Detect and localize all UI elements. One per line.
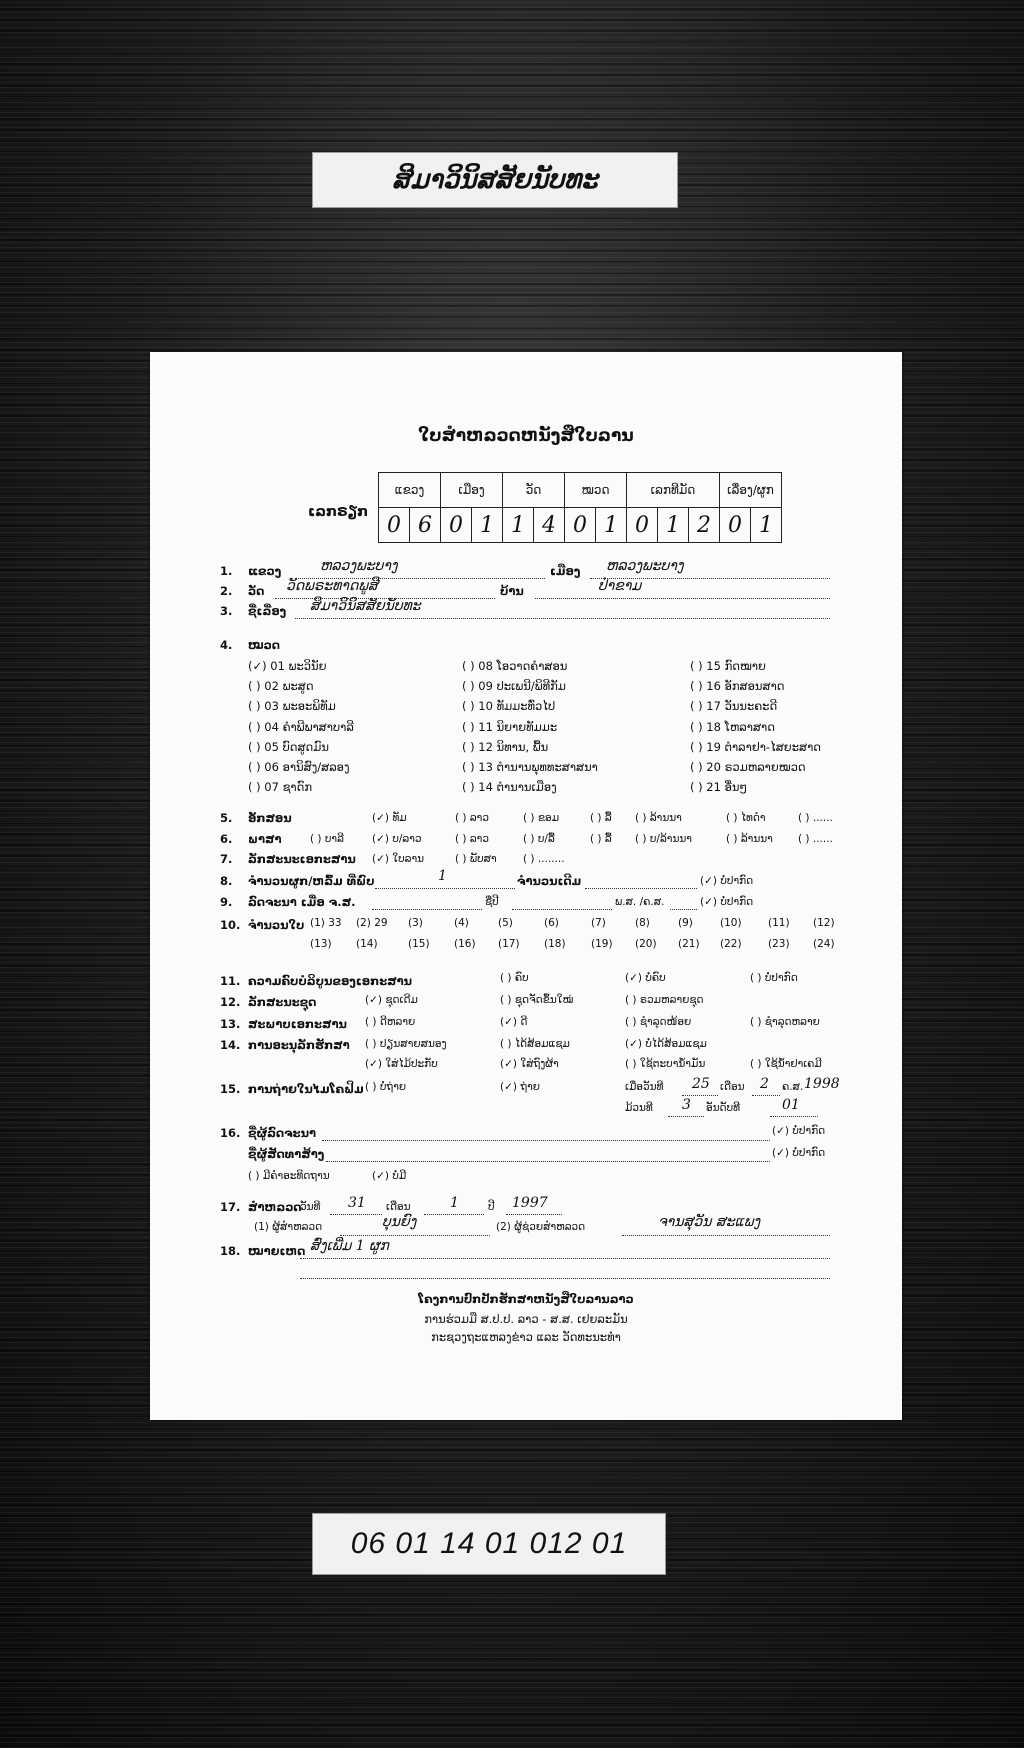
scribe-option[interactable]: (✓) ບໍ່ປາກົດ [772,1125,826,1137]
field-number: 13. [220,1017,241,1031]
header-temple: ວັດ [503,473,565,508]
category-option[interactable]: ( ) 07 ຊາດົກ [248,780,313,795]
original-count-option[interactable]: (✓) ບໍ່ປາກົດ [700,875,754,887]
category-option[interactable]: ( ) 21 ອື່ນໆ [690,780,748,795]
category-option[interactable]: ( ) 15 ກົດໝາຍ [690,659,766,673]
category-option[interactable]: ( ) 11 ນິຍາຍທັມມະ [462,719,558,734]
scribe-label: ຊື່ຜູ້ລົດຈະນາ [248,1126,316,1140]
script-option[interactable]: ( ) ຂອມ [523,812,560,824]
category-option[interactable]: ( ) 14 ຕຳນານເມືອງ [462,780,557,795]
leaf-count-cell: (11) [768,917,790,929]
leaf-count-cell: (22) [720,938,742,950]
leaf-count-cell: (7) [591,917,606,929]
district-label: ເມືອງ [550,564,581,578]
completeness-option[interactable]: (✓) ບໍ່ຄົບ [625,972,666,984]
leaf-count-cell: (13) [310,938,332,950]
field-number: 6. [220,832,233,846]
language-option[interactable]: ( ) ລື້ [590,833,612,845]
no-prayer-option[interactable]: (✓) ບໍ່ມີ [372,1170,407,1182]
leaf-count-cell: (16) [454,938,476,950]
category-option[interactable]: ( ) 19 ຕຳລາຢາ-ໄສຍະສາດ [690,739,821,754]
film-code: 06 01 14 01 012 01 [350,1527,628,1560]
header-bundle: ເລກທີມັດ [627,473,720,508]
film-title: ສິມາວິນິສສັຍນັບທະ [392,165,598,195]
field-number: 10. [220,918,241,932]
language-option[interactable]: ( ) ບ/ລ້ານນາ [635,833,692,845]
conservation-option[interactable]: (✓) ບໍ່ໄດ້ສ້ອມແຊມ [625,1038,707,1050]
conservation-option[interactable]: ( ) ໄດ້ສ້ອມແຊມ [500,1038,570,1050]
sponsor-label: ຊື່ຜູ້ສັດທາສ້າງ [248,1147,325,1161]
microfilm-order: 01 [782,1097,800,1113]
category-option[interactable]: ( ) 20 ຣວມຫລາຍໝວດ [690,760,806,775]
code-digit: 6 [410,508,441,543]
category-option[interactable]: ( ) 13 ຕຳນານພຸທທະສາສນາ [462,760,598,775]
era-label: ພ.ສ. /ຄ.ສ. [615,896,665,908]
field-number: 16. [220,1126,241,1140]
language-option[interactable]: ( ) ບ/ລື້ [523,833,555,845]
village-label: ບ້ານ [500,584,524,598]
fascicle-count-value: 1 [438,868,447,884]
assistant-label: (2) ຜູ້ຊ່ວຍສຳຫລວດ [496,1221,586,1233]
survey-day: 31 [348,1195,366,1211]
condition-option[interactable]: ( ) ຊຳລຸດຫລາຍ [750,1016,820,1028]
registration-code-table [378,472,782,543]
code-digit: 1 [658,508,689,543]
title-value: ສິມາວິນິສສັຍນັບທະ [310,598,421,614]
survey-month: 1 [450,1195,459,1211]
field-number: 9. [220,895,233,909]
leaf-count-cell: (23) [768,938,790,950]
leaf-count-label: ຈຳນວນໃບ [248,918,305,932]
leaf-count-cell: (14) [356,938,378,950]
field-number: 4. [220,638,233,652]
conservation-option[interactable]: ( ) ໃຊ້ຕະບານ້ຳມັນ [625,1058,706,1070]
set-type-option[interactable]: ( ) ຊຸດຈັດຂຶ້ນໃໝ່ [500,994,574,1006]
set-type-option[interactable]: ( ) ຣວມຫລາຍຊຸດ [625,994,704,1006]
document-type-label: ລັກສະນະເອກະສານ [248,852,356,866]
leaf-count-cell: (20) [635,938,657,950]
leaf-count-cell: (3) [408,917,423,929]
province-value: ຫລວງພະບາງ [320,558,398,574]
category-column-1 [248,656,354,797]
language-option[interactable]: (✓) ບ/ລາວ [372,833,422,845]
category-option[interactable]: ( ) 02 ພະສູດ [248,679,314,694]
category-column-3 [690,656,821,797]
category-option[interactable]: ( ) 03 ພະອະພິທັມ [248,699,336,714]
language-option[interactable]: ( ) ...... [798,833,833,845]
field-number: 12. [220,995,241,1009]
survey-day-label: ວັນທີ [300,1201,321,1213]
province-label: ແຂວງ [248,564,282,578]
document-type-option[interactable]: ( ) ........ [523,853,565,865]
completeness-option[interactable]: ( ) ຄົບ [500,972,529,984]
footer-cooperation: ການຮ່ວມມື ສ.ປ.ປ. ລາວ - ສ.ສ. ເຢຍລະມັນ [424,1312,628,1326]
set-type-option[interactable]: (✓) ຊຸດເດີມ [365,994,418,1006]
title-label: ຊື່ເລື່ອງ [248,604,287,618]
conservation-option[interactable]: ( ) ປຽນສາຍສນອງ [365,1038,447,1050]
leaf-count-cell: (18) [544,938,566,950]
code-digit: 0 [627,508,658,543]
conservation-option[interactable]: ( ) ໃຊ້ນ້ຳຢາເຄມີ [750,1058,822,1070]
microfilm-order-label: ອັນດັບທີ [706,1102,741,1114]
field-number: 2. [220,584,233,598]
year-name-label: ຊື່ປີ [485,896,499,908]
conservation-option[interactable]: (✓) ໃສ່ໄມ້ປະກັບ [365,1058,438,1070]
code-digit: 0 [379,508,410,543]
microfilm-roll-label: ມ້ວນທີ [625,1102,653,1114]
category-option[interactable]: ( ) 05 ບົດສູດມົນ [248,739,329,754]
category-option[interactable]: (✓) 01 ພະວິນັຍ [248,659,327,673]
header-district: ເມືອງ [441,473,503,508]
document-type-option[interactable]: (✓) ໃບລານ [372,853,425,865]
copy-date-option[interactable]: (✓) ບໍ່ປາກົດ [700,896,754,908]
sponsor-option[interactable]: (✓) ບໍ່ປາກົດ [772,1147,826,1159]
survey-form-sheet [150,352,902,1420]
document-type-option[interactable]: ( ) ພັບສາ [455,853,497,865]
script-option[interactable]: ( ) ໄທດຳ [726,812,766,824]
leaf-count-cell: (8) [635,917,650,929]
field-number: 17. [220,1200,241,1214]
microfilm-year-label: ຄ.ສ. [782,1081,804,1093]
leaf-count-cell: (17) [498,938,520,950]
category-option[interactable]: ( ) 08 ໂອວາດຄຳສອນ [462,659,568,673]
copy-date-label: ລົດຈະນາ ເມື່ອ ຈ.ສ. [248,895,356,909]
field-number: 15. [220,1082,241,1096]
district-value: ຫລວງພະບາງ [606,558,684,574]
header-category: ໝວດ [565,473,627,508]
language-label: ພາສາ [248,832,282,846]
code-digit: 0 [720,508,751,543]
microfilm-label: ການຖ່າຍໃນໄມໂຄຟິມ [248,1082,364,1096]
fascicle-count-label: ຈຳນວນຜູກ/ຫລົ້ມ ທີ່ພົບ [248,874,375,888]
field-number: 7. [220,852,233,866]
code-digit: 1 [596,508,627,543]
registration-label: ເລກຣຽກ [308,504,369,520]
form-title: ໃບສຳຫລວດຫນັງສືໃບລານ [418,426,634,446]
leaf-count-cell: (2) 29 [356,917,388,929]
category-option[interactable]: ( ) 10 ທັມມະທົ່ວໄປ [462,699,556,714]
language-option[interactable]: ( ) ບາລີ [310,833,344,845]
footer-ministry: ກະຊວງຖະແຫລງຂ່າວ ແລະ ວັດທະນະທຳ [431,1330,621,1344]
village-value: ປ່າຂາມ [598,578,642,594]
conservation-label: ການອະນຸລັກຮັກສາ [248,1038,350,1052]
remarks-value: ສົ່ງເພີ່ມ 1 ຜູກ [310,1238,389,1254]
survey-year-label: ປີ [488,1201,495,1213]
surveyor-name: ບຸນຍົງ [382,1214,417,1230]
code-digit: 1 [472,508,503,543]
condition-label: ສະພາບເອກະສານ [248,1017,347,1031]
leaf-count-cell: (21) [678,938,700,950]
microfilm-day: 25 [692,1076,710,1092]
prayer-option[interactable]: ( ) ມີຄຳອະທິດຖານ [248,1170,330,1182]
survey-year: 1997 [512,1195,548,1211]
leaf-count-cell: (15) [408,938,430,950]
surveyor-label: (1) ຜູ້ສຳຫລວດ [254,1221,323,1233]
code-digit: 1 [751,508,782,543]
film-title-strip [312,152,678,208]
leaf-count-cell: (4) [454,917,469,929]
script-option[interactable]: ( ) ລ້ານນາ [635,812,682,824]
microfilm-month: 2 [760,1076,769,1092]
completeness-label: ຄວາມຄົບບໍລິບູນຂອງເອກະສານ [248,974,413,988]
field-number: 1. [220,564,233,578]
microfilm-option[interactable]: (✓) ຖ່າຍ [500,1081,540,1093]
category-label: ໝວດ [248,638,280,652]
field-number: 5. [220,811,233,825]
leaf-count-cell: (9) [678,917,693,929]
header-title-fascicle: ເລື່ອງ/ຜູກ [720,473,782,508]
leaf-count-cell: (5) [498,917,513,929]
condition-option[interactable]: ( ) ດີຫລາຍ [365,1016,416,1028]
header-province: ແຂວງ [379,473,441,508]
completeness-option[interactable]: ( ) ບໍ່ປາກົດ [750,972,798,984]
set-type-label: ລັກສະນະຊຸດ [248,995,317,1009]
film-code-strip [312,1513,666,1575]
category-option[interactable]: ( ) 06 ອານິສົງ/ສລອງ [248,760,350,775]
script-option[interactable]: ( ) ...... [798,812,833,824]
leaf-count-cell: (6) [544,917,559,929]
script-option[interactable]: (✓) ທັມ [372,812,407,824]
field-number: 3. [220,604,233,618]
survey-month-label: ເດືອນ [386,1201,411,1213]
script-option[interactable]: ( ) ລາວ [455,812,489,824]
microfilm-year: 1998 [804,1076,840,1092]
field-number: 18. [220,1244,241,1258]
survey-label: ສຳຫລວດ [248,1200,302,1214]
category-option[interactable]: ( ) 04 ຄຳພີພາສາບາລີ [248,719,354,734]
condition-option[interactable]: (✓) ດີ [500,1016,528,1028]
language-option[interactable]: ( ) ລ້ານນາ [726,833,773,845]
category-option[interactable]: ( ) 18 ໂຫລາສາດ [690,719,775,734]
microfilm-date-label: ເມື່ອວັນທີ [625,1081,664,1093]
microfilm-month-label: ເດືອນ [720,1081,745,1093]
script-option[interactable]: ( ) ລື້ [590,812,612,824]
leaf-count-cell: (19) [591,938,613,950]
assistant-name: ຈານສຸວັນ ສະແພງ [658,1214,761,1230]
field-number: 11. [220,974,241,988]
leaf-count-cell: (1) 33 [310,917,342,929]
leaf-count-cell: (12) [813,917,835,929]
conservation-option[interactable]: (✓) ໃສ່ຖົງຜ້າ [500,1058,559,1070]
code-digit: 0 [565,508,596,543]
condition-option[interactable]: ( ) ຊຳລຸດໜ້ອຍ [625,1016,692,1028]
field-number: 8. [220,874,233,888]
field-number: 14. [220,1038,241,1052]
category-column-2 [462,656,598,797]
language-option[interactable]: ( ) ລາວ [455,833,489,845]
script-label: ອັກສອນ [248,811,292,825]
category-option[interactable]: ( ) 16 ອັກສອນສາດ [690,679,785,694]
microfilm-roll: 3 [682,1097,691,1113]
category-option[interactable]: ( ) 09 ປະເພນີ/ພິທີກັມ [462,679,566,694]
temple-value: ວັດພຣະທາດພູສີ [286,578,378,594]
category-option[interactable]: ( ) 12 ນິທານ, ພື້ນ [462,739,549,754]
remarks-label: ໝາຍເຫດ [248,1244,306,1258]
code-digit: 0 [441,508,472,543]
original-count-label: ຈຳນວນເດີມ [517,874,582,888]
leaf-count-cell: (24) [813,938,835,950]
temple-label: ວັດ [248,584,265,598]
leaf-count-cell: (10) [720,917,742,929]
microfilm-option[interactable]: ( ) ບໍ່ຖ່າຍ [365,1081,407,1093]
code-digit: 2 [689,508,720,543]
code-digit: 1 [503,508,534,543]
category-option[interactable]: ( ) 17 ວັນນະຄະດີ [690,699,778,714]
code-digit: 4 [534,508,565,543]
footer-project: ໂຄງການປົກປັກຮັກສາຫນັງສືໃບລານລາວ [418,1292,634,1306]
